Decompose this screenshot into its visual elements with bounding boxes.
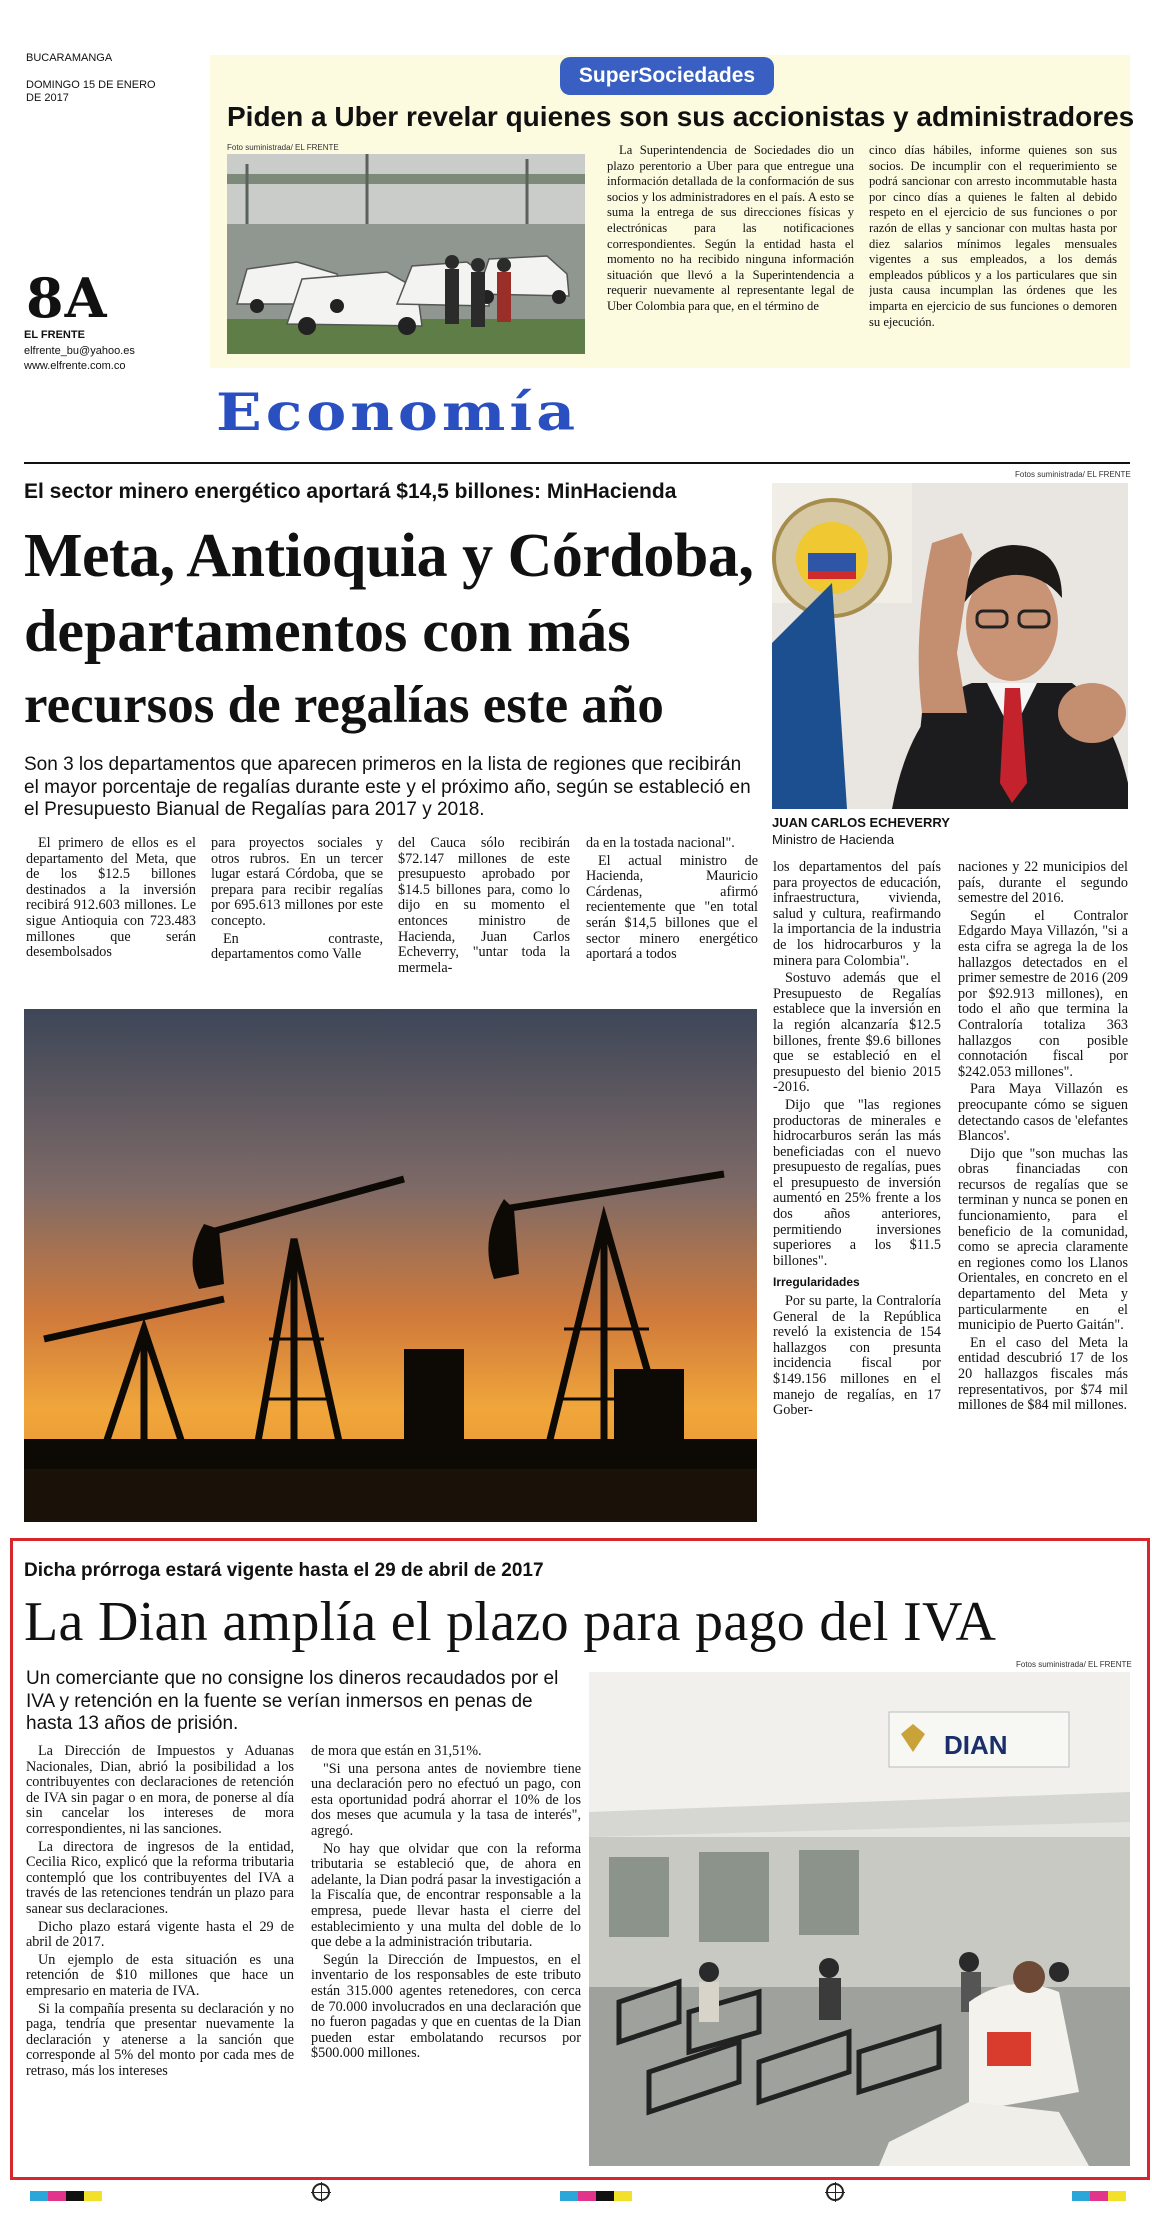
paragraph: Sostuvo además que el Presupuesto de Regalías establece que la inversión en la región alcanzaría $12.5 billones, frente $9.6 billones que se estableció en el presupuesto del bienio 2015 -2016. xyxy=(773,970,941,1096)
color-chip xyxy=(578,2191,596,2201)
registration-mark xyxy=(826,2183,844,2201)
minister-caption-role: Ministro de Hacienda xyxy=(772,832,895,847)
paragraph: Por su parte, la Contraloría General de la República reveló la existencia de 154 hallazgos con presunta incidencia fiscal por $149.156 millones en el manejo de regalías, en 17 Gober- xyxy=(773,1293,941,1419)
paragraph: Dicho plazo estará vigente hasta el 29 de abril de 2017. xyxy=(26,1918,294,1951)
dian-photo-credit: Fotos suministrada/ EL FRENTE xyxy=(1016,1660,1132,1669)
uber-headline: Piden a Uber revelar quienes son sus accionistas y administradores xyxy=(227,101,1135,132)
dian-sign-text: DIAN xyxy=(944,1730,1008,1760)
mining-column-4 xyxy=(586,836,758,1006)
dian-column-2 xyxy=(311,1744,581,2164)
mining-headline-line-1: Meta, Antioquia y Córdoba, xyxy=(24,522,754,590)
uber-column-1 xyxy=(607,143,854,365)
dian-kicker: Dicha prórroga estará vigente hasta el 29 de abril de 2017 xyxy=(24,1560,544,1581)
color-chip xyxy=(48,2191,66,2201)
mining-column-1 xyxy=(26,836,196,1006)
minister-photo-credit: Fotos suministrada/ EL FRENTE xyxy=(1015,470,1131,479)
mining-kicker: El sector minero energético aportará $14,5 billones: MinHacienda xyxy=(24,480,677,503)
color-chip xyxy=(596,2191,614,2201)
paragraph: de mora que están en 31,51%. xyxy=(311,1744,482,1759)
paragraph: "Si una persona antes de noviembre tiene una declaración pero no efectuó un pago, con esta oportunidad podrá ahorrar el 10% de los dos meses que acumula y la tasa de interés", agregó. xyxy=(311,1760,581,1839)
uber-cars-photo xyxy=(227,154,585,354)
paragraph: El actual ministro de Hacienda, Mauricio Cárdenas, afirmó recientemente que "en total serán $14,5 billones que el sector minero energético aportará a todos xyxy=(586,852,758,963)
minister-photo xyxy=(772,483,1128,809)
color-chip xyxy=(84,2191,102,2201)
paragraph: En contraste, departamentos como Valle xyxy=(211,930,383,963)
uber-photo-credit: Foto suministrada/ EL FRENTE xyxy=(227,143,339,152)
irregularidades-subhead: Irregularidades xyxy=(773,1275,860,1290)
paragraph: Según la Dirección de Impuestos, en el inventario de los responsables de este tributo están 315.000 agentes retenedores, con cerca de 70.000 involucrados en una declaración que no fueron pagadas y que en cuentas de la Dian pueden estar embolatando recursos por $500.000 millones. xyxy=(311,1951,581,2062)
paragraph: cinco días hábiles, informe quienes son sus socios. De incumplir con el requerimiento se podrá sancionar con arresto incommutable hasta por cinco días a quienes le falten al debido respeto en el ejercicio de sus funciones o por razón de ellas y sancionar con multas hasta por diez salarios mínimos legales mensuales vigentes a sus empleados, a los demás empleados públicos y a los particulares que sin justa causa incumplan las órdenes que les imparta en ejercicio de sus funciones o demoren su ejecución. xyxy=(869,143,1117,329)
paragraph: No hay que olvidar que con la reforma tributaria se estableció que, de ahora en adelante, la Dian podrá pasar la investigación a la Fiscalía que, de encontrar responsable a la empresa, puede llevar hasta el cierre del establecimiento y una multa del doble de lo que debe a la administración tributaria. xyxy=(311,1840,581,1951)
paragraph: El primero de ellos es el departamento del Meta, que de los $12.5 billones destinados a la inversión recibirá 912.603 millones. Le sigue Antioquia con 723.483 millones que serán desembolsados xyxy=(26,836,196,961)
dian-deck: Un comerciante que no consigne los dineros recaudados por el IVA y retención en la fuente se verían inmersos en penas de hasta 13 años de prisión. xyxy=(26,1668,559,1734)
paragraph: Para Maya Villazón es preocupante cómo se siguen detectando casos de 'elefantes Blancos'. xyxy=(958,1081,1128,1145)
paper-email: elfrente_bu@yahoo.es xyxy=(24,345,135,357)
mining-column-6 xyxy=(958,860,1128,1525)
masthead-date: DOMINGO 15 DE ENERO DE 2017 xyxy=(26,79,156,104)
paragraph: naciones y 22 municipios del país, durante el segundo semestre del 2016. xyxy=(958,860,1128,907)
color-chip xyxy=(30,2191,48,2201)
paper-website: www.elfrente.com.co xyxy=(24,360,126,372)
minister-caption-name: JUAN CARLOS ECHEVERRY xyxy=(772,815,950,830)
color-chip xyxy=(1108,2191,1126,2201)
paragraph: para proyectos sociales y otros rubros. En un tercer lugar estará Córdoba, que se prepara para recibir regalías por 695.613 millones por este concepto. xyxy=(211,836,383,929)
color-chip xyxy=(1072,2191,1090,2201)
paragraph: Un ejemplo de esta situación es una retención de $10 millones que hace un empresario en materia de IVA. xyxy=(26,1951,294,1999)
dian-column-1 xyxy=(26,1744,294,2164)
paragraph: En el caso del Meta la entidad descubrió 17 de los 20 hallazgos fiscales más representativos, por $74 mil millones de $84 mil millones. xyxy=(958,1334,1128,1414)
section-title: Economía xyxy=(216,383,580,443)
paragraph: Dijo que "las regiones productoras de minerales e hidrocarburos serán las más beneficiadas con el nuevo presupuesto de regalías, pues el presupuesto de inversión aumentó en 25% frente a los dos años anteriores, permitiendo inversiones superiores a los $11.5 billones". xyxy=(773,1096,941,1269)
color-chip xyxy=(66,2191,84,2201)
uber-kicker-pill: SuperSociedades xyxy=(560,57,774,95)
paragraph: Según el Contralor Edgardo Maya Villazón, "si a esta cifra se agrega la de los hallazgos detectados en el primer semestre de 2016 (209 por $92.913 millones), en todo el año que termina la Contraloría totaliza 363 hallazgos con posible connotación fiscal por $242.053 millones". xyxy=(958,907,1128,1080)
paragraph: Dijo que "son muchas las obras financiadas con recursos de regalías que se terminan y nunca se ponen en funcionamiento, para el beneficio de la comunidad, como se aprecia claramente en regiones como los Llanos Orientales, en concreto en el departamento del Meta y particularmente en el municipio de Puerto Gaitán". xyxy=(958,1145,1128,1334)
mining-deck: Son 3 los departamentos que aparecen primeros en la lista de regiones que recibirán el mayor porcentaje de regalías durante este y el próximo año, según se estableció en el Presupuesto Bianual de Regalías para 2017 y 2018. xyxy=(24,754,751,820)
paper-name: EL FRENTE xyxy=(24,329,85,341)
uber-column-2 xyxy=(869,143,1117,365)
registration-mark xyxy=(312,2183,330,2201)
paragraph: La directora de ingresos de la entidad, Cecilia Rico, explicó que la reforma tributaria contempló que los contribuyentes del IVA a través de las retenciones tendrán un plazo para sanear sus declaraciones. xyxy=(26,1838,294,1917)
section-divider xyxy=(24,462,1130,464)
mining-headline-line-2: departamentos con más xyxy=(24,598,631,664)
paragraph: los departamentos del país para proyectos de educación, infraestructura, vivienda, salud y cultura, reafirmando la importancia de la industria de los hidrocarburos y la minera para Colombia". xyxy=(773,860,941,969)
dian-headline: La Dian amplía el plazo para pago del IVA xyxy=(24,1591,997,1653)
masthead-city: BUCARAMANGA xyxy=(26,52,113,64)
dian-office-photo xyxy=(589,1672,1130,2166)
paragraph: del Cauca sólo recibirán $72.147 millones de este presupuesto aprobado por $14.5 billones para, como lo dijo en su momento el entonces ministro de Hacienda, Juan Carlos Echeverry, "untar toda la mermela- xyxy=(398,836,570,976)
mining-headline-line-3: recursos de regalías este año xyxy=(24,676,664,734)
color-chip xyxy=(560,2191,578,2201)
page-number: 8A xyxy=(26,266,108,330)
mining-column-3 xyxy=(398,836,570,1006)
paragraph: Si la compañía presenta su declaración y no paga, tendría que presentar nuevamente la declaración y atenerse a la sanción que corresponde al 5% del monto por cada mes de retraso, más los intereses xyxy=(26,2000,294,2079)
color-chip xyxy=(1090,2191,1108,2201)
oil-pumps-photo xyxy=(24,1009,757,1522)
paragraph: La Superintendencia de Sociedades dio un plazo perentorio a Uber para que entregue una información detallada de la conformación de sus socios y los administradores en el país. A esto se suma la entrega de sus direcciones físicas y electrónicas para las notificaciones correspondientes. Según la entidad hasta el momento no ha recibido ninguna información situación que llevó a la Superintendencia a requerir nuevamente al representante legal de Uber Colombia para que, en el término de xyxy=(607,143,854,313)
mining-column-2 xyxy=(211,836,383,1006)
color-chip xyxy=(614,2191,632,2201)
mining-column-5 xyxy=(773,860,941,1525)
paragraph: da en la tostada nacional". xyxy=(586,836,735,851)
paragraph: La Dirección de Impuestos y Aduanas Nacionales, Dian, abrió la posibilidad a los contribuyentes con declaraciones de retención de IVA sin pagar o en mora, de ponerse al día sin cancelar los intereses de mora correspondientes, ni las sanciones. xyxy=(26,1744,294,1837)
